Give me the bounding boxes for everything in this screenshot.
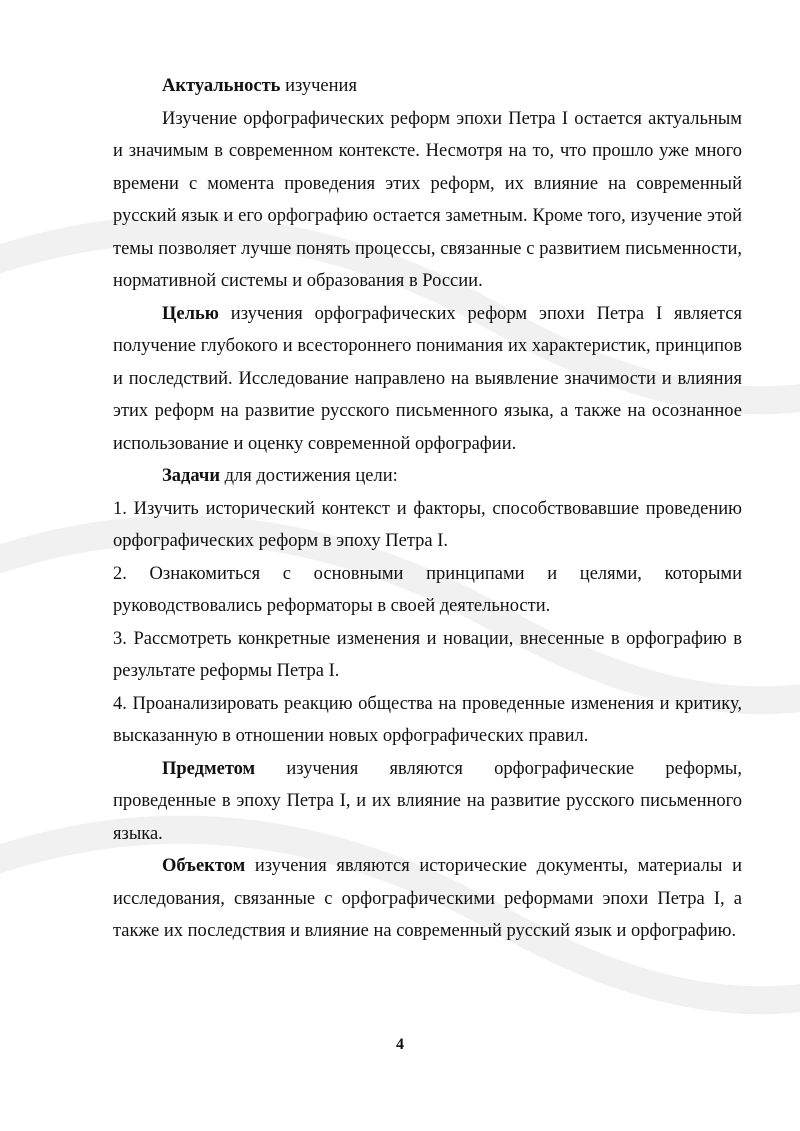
task-item-3: 3. Рассмотреть конкретные изменения и новации, внесенные в орфографию в результате реформы Петра I. (113, 628, 742, 681)
relevance-heading (113, 70, 742, 103)
relevance-heading-bold: Актуальность (162, 76, 281, 96)
subject-text: изучения являются орфографические реформы, проведенные в эпоху Петра I, и их влияние на развитие русского письменного языка. (113, 758, 742, 844)
goal-text: изучения орфографических реформ эпохи Петра I является получение глубокого и всестороннего понимания их характеристик, принципов и последствий. Исследование направлено на выявление значимости и влияния этих реформ на развитие русского письменного языка, а также на осознанное использование и оценку современной орфографии. (113, 303, 742, 454)
subject-bold: Предметом (162, 758, 256, 779)
task-item-4: 4. Проанализировать реакцию общества на проведенные изменения и критику, высказанную в отношении новых орфографических правил. (113, 693, 742, 746)
object-paragraph (113, 850, 742, 948)
relevance-heading-rest: изучения (280, 76, 357, 96)
tasks-heading (113, 460, 742, 493)
goal-paragraph (113, 298, 742, 461)
tasks-rest: для достижения цели: (219, 466, 398, 486)
object-bold: Объектом (162, 856, 246, 876)
object-text: изучения являются исторические документы, материалы и исследования, связанные с орфографическими реформами эпохи Петра I, а также их последствия и влияние на современный русский язык и орфографию. (113, 856, 742, 941)
page-number: 4 (396, 1036, 404, 1053)
tasks-bold: Задачи (162, 466, 220, 486)
task-item-2: 2. Ознакомиться с основными принципами и целями, которыми руководствовались реформаторы в своей деятельности. (113, 563, 742, 616)
relevance-paragraph: Изучение орфографических реформ эпохи Петра I остается актуальным и значимым в современном контексте. Несмотря на то, что прошло уже много времени с момента проведения этих реформ, их влияние на современный русский язык и его орфографию остается заметным. Кроме того, изучение этой темы позволяет лучше понять процессы, связанные с развитием письменности, нормативной системы и образования в России. (113, 108, 742, 291)
task-item-1: 1. Изучить исторический контекст и факторы, способствовавшие проведению орфографических реформ в эпоху Петра I. (113, 498, 742, 551)
subject-paragraph (113, 753, 742, 851)
goal-bold: Целью (162, 303, 219, 324)
document-body (113, 70, 742, 948)
